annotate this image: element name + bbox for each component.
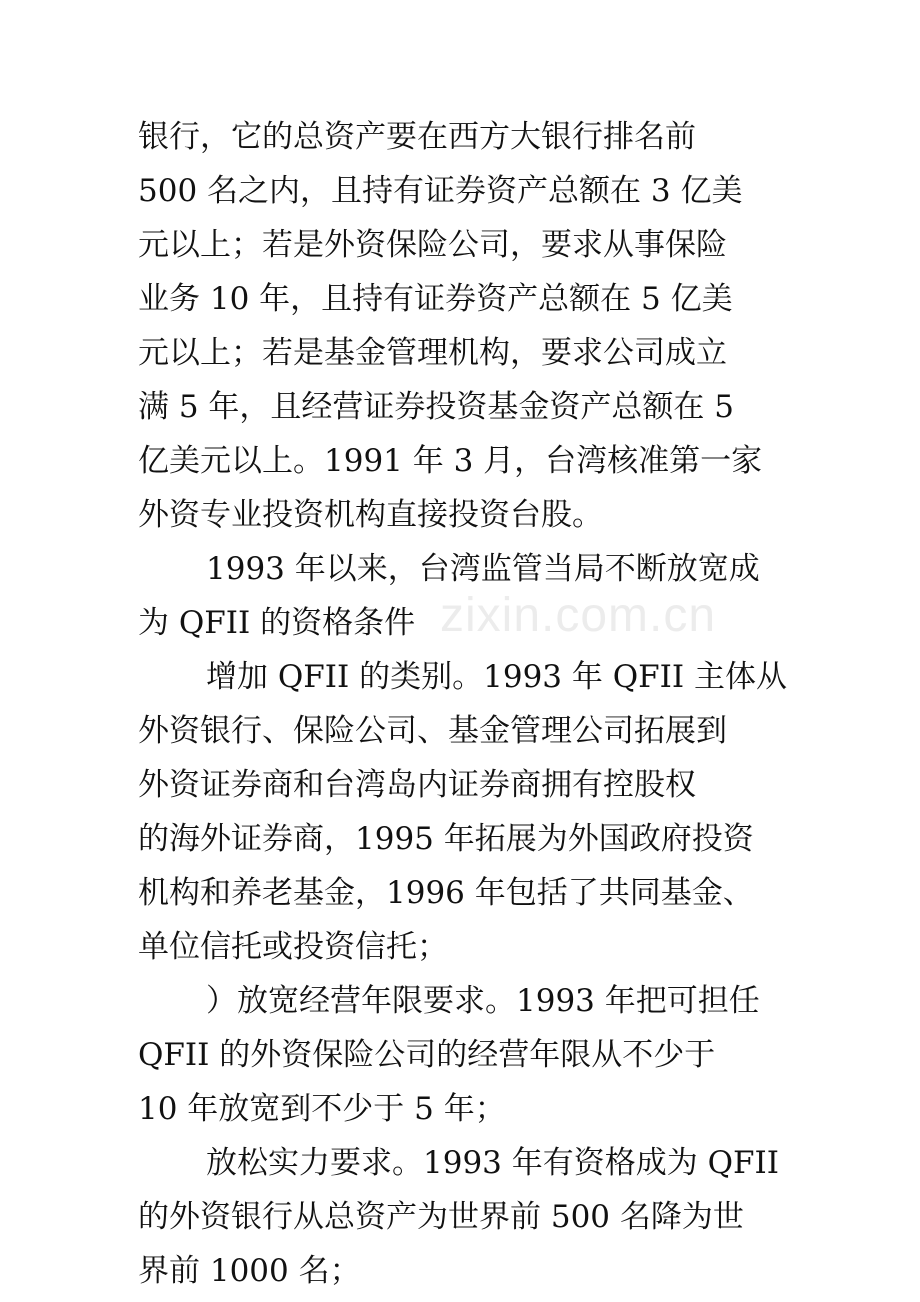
text-line: 元以上；若是基金管理机构，要求公司成立 <box>138 335 727 371</box>
watermark-text: zixin.com.cn <box>440 589 717 642</box>
text-line: 元以上；若是外资保险公司，要求从事保险 <box>138 227 727 263</box>
text-line: 单位信托或投资信托； <box>138 929 448 965</box>
text-line: 机构和养老基金，1996 年包括了共同基金、 <box>138 875 754 911</box>
paragraph-start-line: 增加 QFII 的类别。1993 年 QFII 主体从 <box>206 659 787 695</box>
text-line: 业务 10 年，且持有证券资产总额在 5 亿美 <box>138 281 733 317</box>
body-text <box>138 110 798 1298</box>
text-line: QFII 的外资保险公司的经营年限从不少于 <box>138 1037 716 1073</box>
text-line: 的外资银行从总资产为世界前 500 名降为世 <box>138 1199 744 1235</box>
text-line: 外资证券商和台湾岛内证券商拥有控股权 <box>138 767 696 803</box>
paragraph-start-line: ）放宽经营年限要求。1993 年把可担任 <box>206 983 760 1019</box>
text-line: 界前 1000 名； <box>138 1253 361 1289</box>
text-line: 为 QFII 的资格条件 <box>138 605 416 641</box>
text-line: 银行，它的总资产要在西方大银行排名前 <box>138 119 696 155</box>
text-line: 外资银行、保险公司、基金管理公司拓展到 <box>138 713 727 749</box>
paragraph-start-line: 1993 年以来，台湾监管当局不断放宽成 <box>206 551 760 587</box>
text-line: 外资专业投资机构直接投资台股。 <box>138 497 603 533</box>
paragraph-start-line: 放松实力要求。1993 年有资格成为 QFII <box>206 1145 780 1181</box>
text-line: 的海外证券商，1995 年拓展为外国政府投资 <box>138 821 754 857</box>
text-line: 满 5 年，且经营证券投资基金资产总额在 5 <box>138 389 735 425</box>
text-line: 10 年放宽到不少于 5 年； <box>138 1091 506 1127</box>
text-line: 500 名之内，且持有证券资产总额在 3 亿美 <box>138 173 743 209</box>
text-line: 亿美元以上。1991 年 3 月，台湾核准第一家 <box>138 443 763 479</box>
